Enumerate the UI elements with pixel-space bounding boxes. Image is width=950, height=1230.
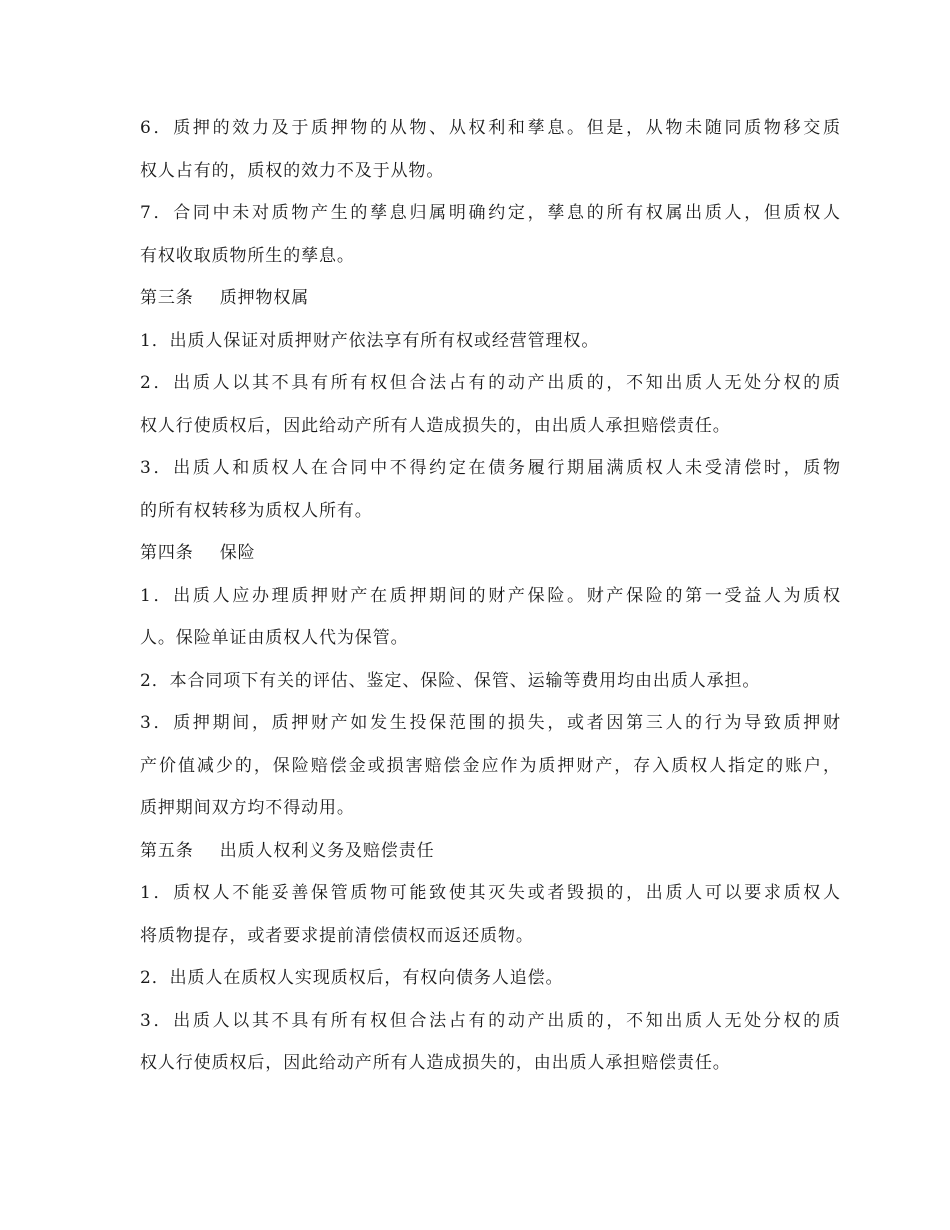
paragraph-line: 2．本合同项下有关的评估、鉴定、保险、保管、运输等费用均由出质人承担。 <box>140 670 761 691</box>
paragraph-line: 权人行使质权后，因此给动产所有人造成损失的，由出质人承担赔偿责任。 <box>140 1053 731 1073</box>
paragraph-line: 人。保险单证由质权人代为保管。 <box>140 628 409 648</box>
article-number: 第五条 <box>140 840 194 861</box>
article-title: 质押物权属 <box>219 288 310 308</box>
paragraph-line: 质押期间双方均不得动用。 <box>140 798 355 818</box>
paragraph-line: 1．质权人不能妥善保管质物可能致使其灭失或者毁损的，出质人可以要求质权人 <box>140 883 840 903</box>
paragraph-line: 2．出质人在质权人实现质权后，有权向债务人追偿。 <box>140 968 564 988</box>
paragraph-line: 1．出质人保证对质押财产依法享有所有权或经营管理权。 <box>140 330 600 351</box>
article-heading <box>140 532 840 575</box>
paragraph-line: 3．出质人以其不具有所有权但合法占有的动产出质的，不知出质人无处分权的质 <box>140 1010 840 1031</box>
article-title: 出质人权利义务及赔偿责任 <box>219 840 435 861</box>
paragraph-line: 有权收取质物所生的孳息。 <box>140 245 355 266</box>
article-title: 保险 <box>219 543 256 563</box>
paragraph-line: 1．出质人应办理质押财产在质押期间的财产保险。财产保险的第一受益人为质权 <box>140 585 840 606</box>
paragraph-line: 的所有权转移为质权人所有。 <box>140 500 373 521</box>
paragraph-line: 权人占有的，质权的效力不及于从物。 <box>140 160 445 181</box>
paragraph-line: 权人行使质权后，因此给动产所有人造成损失的，由出质人承担赔偿责任。 <box>140 415 731 436</box>
article-number: 第三条 <box>140 288 194 308</box>
article-heading <box>140 277 840 320</box>
paragraph-line: 3．出质人和质权人在合同中不得约定在债务履行期届满质权人未受清偿时，质物 <box>140 458 840 478</box>
paragraph-line: 6．质押的效力及于质押物的从物、从权利和孳息。但是，从物未随同质物移交质 <box>140 118 840 138</box>
document-body <box>140 107 840 1085</box>
paragraph-line: 3．质押期间，质押财产如发生投保范围的损失，或者因第三人的行为导致质押财 <box>140 713 840 733</box>
paragraph-line: 产价值减少的，保险赔偿金或损害赔偿金应作为质押财产，存入质权人指定的账户， <box>140 755 840 776</box>
paragraph-line: 2．出质人以其不具有所有权但合法占有的动产出质的，不知出质人无处分权的质 <box>140 373 840 393</box>
paragraph-line: 将质物提存，或者要求提前清偿债权而返还质物。 <box>140 925 534 946</box>
article-number: 第四条 <box>140 543 194 563</box>
paragraph-line: 7．合同中未对质物产生的孳息归属明确约定，孳息的所有权属出质人，但质权人 <box>140 203 840 223</box>
article-heading <box>140 830 840 873</box>
